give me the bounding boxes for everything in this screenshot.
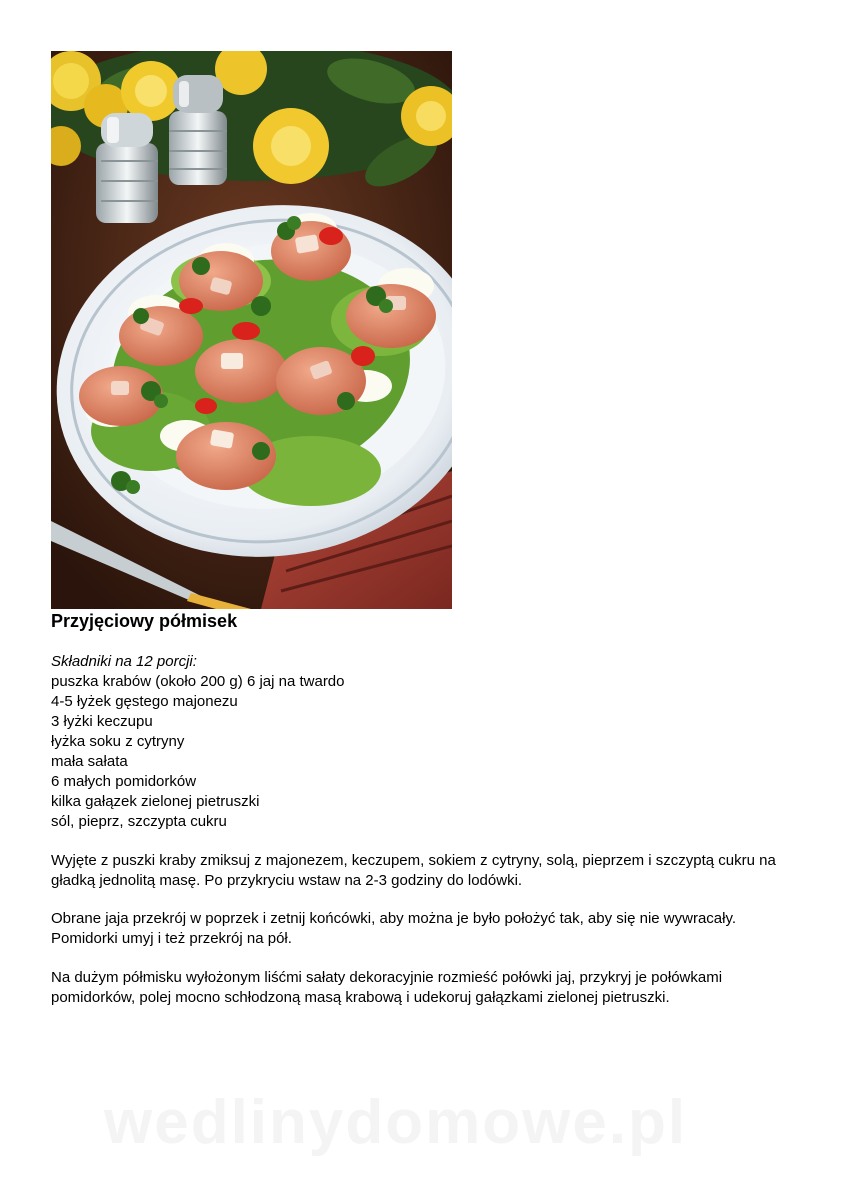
instruction-paragraph-2: Obrane jaja przekrój w poprzek i zetnij końcówki, aby można je było położyć tak, aby się nie wywracały. Pomidorki umyj i też przekrój na pół.: [51, 910, 737, 947]
dish-photo: [51, 51, 452, 609]
recipe-title: Przyjęciowy półmisek: [51, 611, 238, 631]
ingredient-item: kilka gałązek zielonej pietruszki: [51, 793, 260, 810]
ingredient-item: 6 małych pomidorków: [51, 773, 197, 790]
ingredient-item: 4-5 łyżek gęstego majonezu: [51, 693, 238, 710]
watermark: wedlinydomowe.pl: [104, 1088, 688, 1157]
platter-illustration: [51, 51, 452, 609]
instruction-paragraph-1: Wyjęte z puszki kraby zmiksuj z majonezem, keczupem, sokiem z cytryny, solą, pieprzem i szczyptą cukru na gładką jednolitą masę. Po przykryciu wstaw na 2-3 godziny do lodówki.: [51, 852, 776, 889]
ingredient-item: puszka krabów (około 200 g) 6 jaj na twardo: [51, 673, 345, 690]
instruction-paragraph-3: Na dużym półmisku wyłożonym liśćmi sałaty dekoracyjnie rozmieść połówki jaj, przykryj je połówkami pomidorków, polej mocno schłodzoną masą krabową i udekoruj gałązkami zielonej pietruszki.: [51, 969, 723, 1006]
ingredient-item: mała sałata: [51, 753, 128, 770]
pepper-shaker: [169, 75, 227, 185]
ingredient-item: sól, pieprz, szczypta cukru: [51, 813, 227, 830]
salt-shaker: [96, 113, 158, 223]
ingredients-header: Składniki na 12 porcji:: [51, 653, 197, 670]
ingredient-item: łyżka soku z cytryny: [51, 733, 185, 750]
ingredients-list: [51, 652, 345, 832]
ingredient-item: 3 łyżki keczupu: [51, 713, 153, 730]
